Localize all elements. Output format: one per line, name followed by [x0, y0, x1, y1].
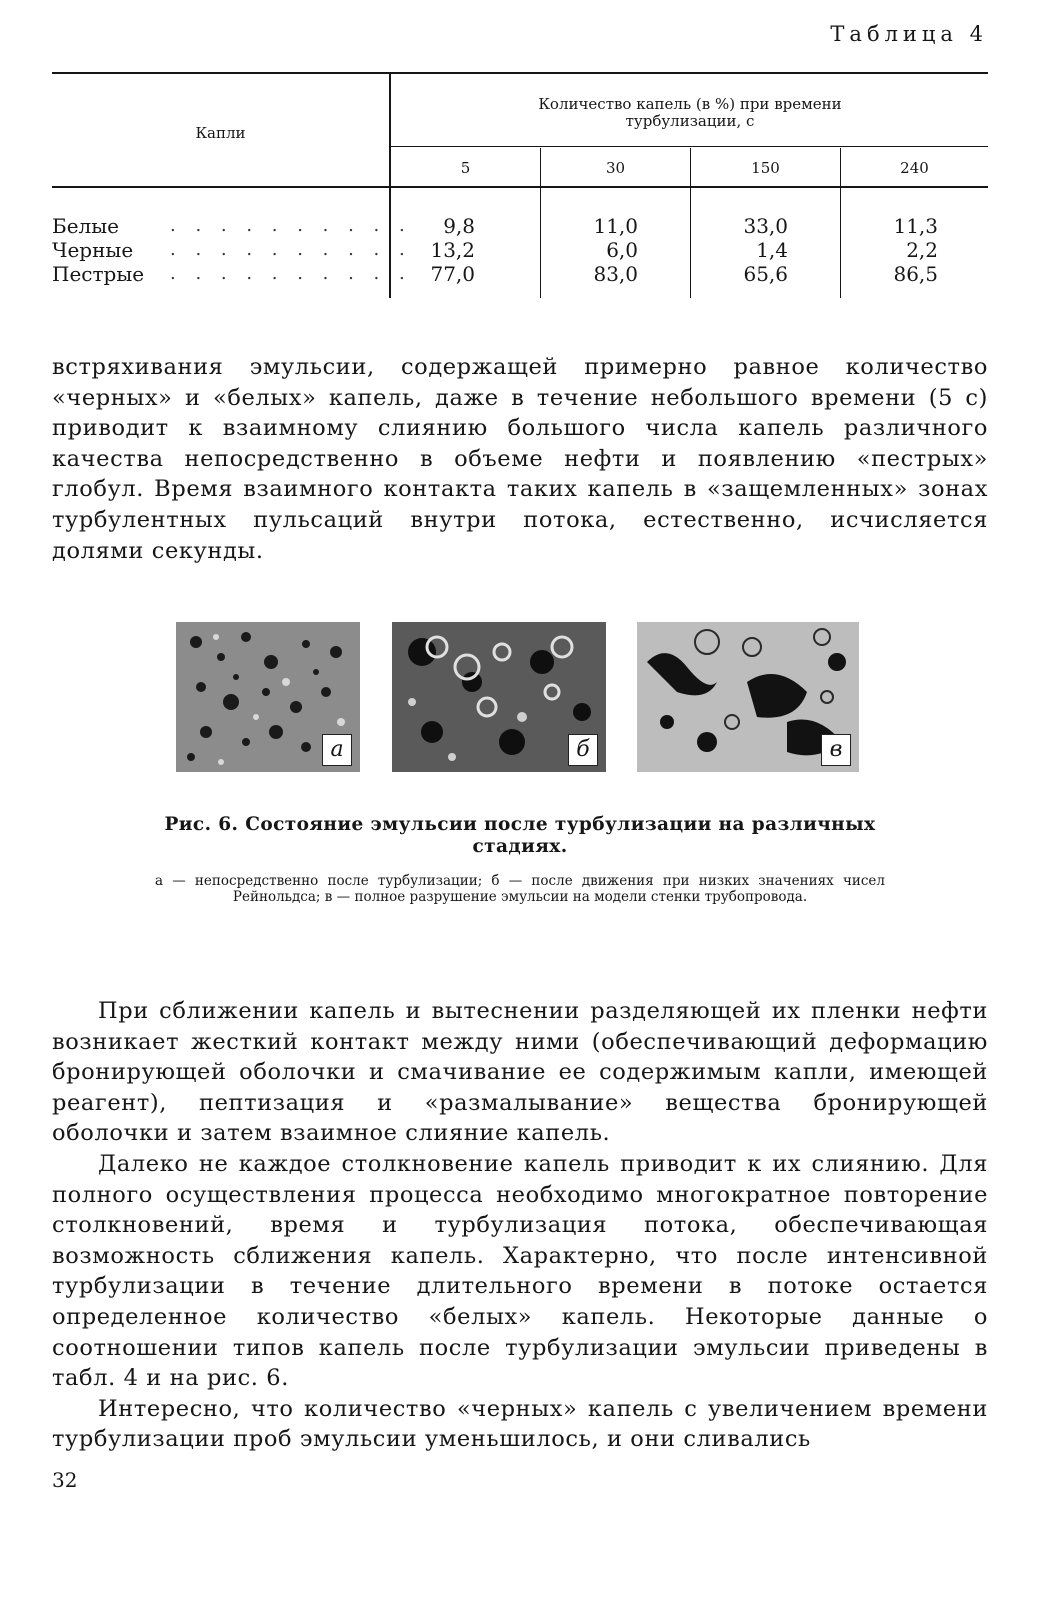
body-text-block	[52, 996, 988, 1455]
figure-note: а — непосредственно после турбулизации; б — после движения при низких значениях чисел Рейнольдса; в — полное разрушение эмульсии на модели стенки трубопровода.	[155, 873, 885, 905]
cell-white-5: 9,8	[443, 214, 475, 238]
body-paragraph-4: Интересно, что количество «черных» капель с увеличением времени турбулизации проб эмульсии уменьшилось, и они сливались	[52, 1395, 988, 1453]
cell-white-150: 33,0	[743, 214, 788, 238]
cell-mixed-240: 86,5	[893, 262, 938, 286]
cell-mixed-5: 77,0	[430, 262, 475, 286]
cell-mixed-150: 65,6	[743, 262, 788, 286]
header-time-5: 5	[460, 159, 471, 177]
cell-black-240: 2,2	[906, 238, 938, 262]
body-paragraph-2: При сближении капель и вытеснении разделяющей их пленки нефти возникает жесткий контакт между ними (обеспечивающий деформацию бронирующей оболочки и смачивание ее содержимым капли, имеющей реагент), пептизация и «размалывание» вещества бронирующей оболочки и затем взаимное слияние капель.	[52, 998, 988, 1147]
cell-black-5: 13,2	[430, 238, 475, 262]
row-label-black: Черные	[52, 238, 134, 262]
micrograph-c	[637, 622, 859, 772]
micrograph-a	[176, 622, 360, 772]
leader-dots: . . . . . . . . . .	[170, 215, 412, 236]
header-time-240: 240	[900, 159, 929, 177]
page-number: 32	[52, 1468, 78, 1492]
table-header-bottom-rule	[52, 186, 988, 188]
cell-white-30: 11,0	[593, 214, 638, 238]
row-label-mixed: Пестрые	[52, 262, 145, 286]
header-time-30: 30	[605, 159, 626, 177]
header-drop-count-group: Количество капель (в %) при времени турбулизации, с	[538, 95, 842, 130]
body-paragraph-3: Далеко не каждое столкновение капель приводит к их слиянию. Для полного осуществления процесса необходимо многократное повторение столкновений, время и турбулизация потока, обеспечивающая возможность сближения капель. Характерно, что после интенсивной турбулизации в течение длительного времени в потоке остается определенное количество «белых» капель. Некоторые данные о соотношении типов капель после турбулизации эмульсии приведены в табл. 4 и на рис. 6.	[52, 1150, 988, 1392]
leader-dots: . . . . . . . . . .	[170, 263, 412, 284]
panel-label-c: в	[821, 734, 851, 766]
cell-black-150: 1,4	[756, 238, 788, 262]
paragraph-text: встряхивания эмульсии, содержащей примерно равное количество «черных» и «белых» капель, даже в течение небольшого времени (5 с) приводит к взаимному слиянию большого числа капель различного качества непосредственно в объеме нефти и появлению «пестрых» глобул. Время взаимного контакта таких капель в «защемленных» зонах турбулентных пульсаций внутри потока, естественно, исчисляется долями секунды.	[52, 354, 988, 564]
figure-caption: Рис. 6. Состояние эмульсии после турбулизации на различных стадиях.	[164, 814, 876, 857]
table-caption: Таблица 4	[830, 22, 988, 46]
table-subheader-rule	[390, 146, 988, 147]
panel-label-b: б	[568, 734, 598, 766]
header-time-150: 150	[751, 159, 780, 177]
panel-label-a: а	[322, 734, 352, 766]
row-label-white: Белые	[52, 214, 119, 238]
leader-dots: . . . . . . . . . .	[170, 239, 412, 260]
cell-white-240: 11,3	[893, 214, 938, 238]
cell-black-30: 6,0	[606, 238, 638, 262]
table-top-rule	[52, 72, 988, 74]
micrograph-b	[392, 622, 606, 772]
body-paragraph-1	[52, 352, 988, 566]
header-drops: Капли	[195, 124, 246, 142]
cell-mixed-30: 83,0	[593, 262, 638, 286]
